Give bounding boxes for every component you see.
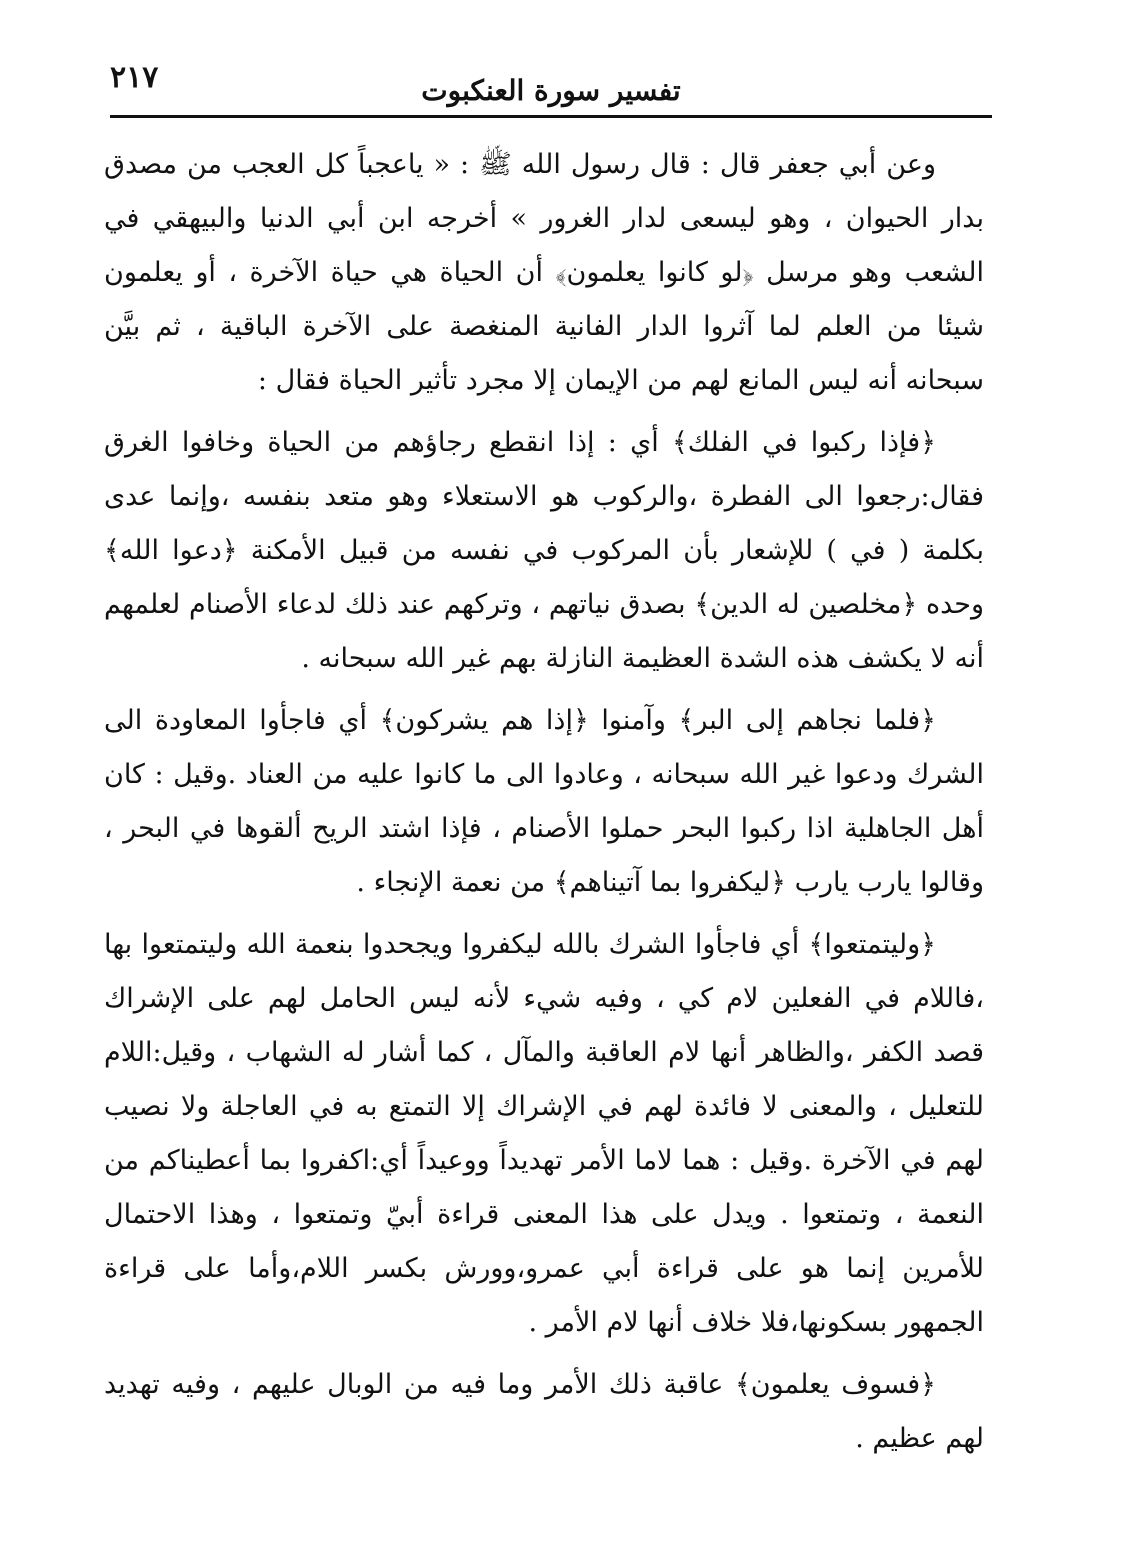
paragraph-1: وعن أبي جعفر قال : قال رسول الله ﷺ : « ياعجباً كل العجب من مصدق بدار الحيوان ، وهو ليسعى لدار الغرور » أخرجه ابن أبي الدنيا والبيهقي في الشعب وهو مرسل ﴿لو كانوا يعلمون﴾ أن الحياة هي حياة الآخرة ، أو يعلمون شيئا من العلم لما آثروا الدار الفانية المنغصة على الآخرة الباقية ، ثم بيَّن سبحانه أنه ليس المانع لهم من الإيمان إلا مجرد تأثير الحياة فقال :	[104, 149, 984, 396]
paragraph-3: ﴿فلما نجاهم إلى البر﴾ وآمنوا ﴿إذا هم يشركون﴾ أي فاجأوا المعاودة الى الشرك ودعوا غير الله سبحانه ، وعادوا الى ما كانوا عليه من العناد .وقيل : كان أهل الجاهلية اذا ركبوا البحر حملوا الأصنام ، فإذا اشتد الريح ألقوها في البحر ، وقالوا يارب يارب ﴿ليكفروا بما آتيناهم﴾ من نعمة الإنجاء .	[104, 705, 984, 898]
paragraph-2: ﴿فإذا ركبوا في الفلك﴾ أي : إذا انقطع رجاؤهم من الحياة وخافوا الغرق فقال:رجعوا الى الفطرة ،والركوب هو الاستعلاء وهو متعد بنفسه ،وإنما عدى بكلمة ( في ) للإشعار بأن المركوب في نفسه من قبيل الأمكنة ﴿دعوا الله﴾ وحده ﴿مخلصين له الدين﴾ بصدق نياتهم ، وتركهم عند ذلك لدعاء الأصنام لعلمهم أنه لا يكشف هذه الشدة العظيمة النازلة بهم غير الله سبحانه .	[104, 427, 984, 674]
paragraph-4: ﴿وليتمتعوا﴾ أي فاجأوا الشرك بالله ليكفروا ويجحدوا بنعمة الله وليتمتعوا بها ،فاللام في الفعلين لام كي ، وفيه شيء لأنه ليس الحامل لهم على الإشراك قصد الكفر ،والظاهر أنها لام العاقبة والمآل ، كما أشار له الشهاب ، وقيل:اللام للتعليل ، والمعنى لا فائدة لهم في الإشراك إلا التمتع به في العاجلة ولا نصيب لهم في الآخرة .وقيل : هما لاما الأمر تهديداً ووعيداً أي:اكفروا بما أعطيناكم من النعمة ، وتمتعوا . ويدل على هذا المعنى قراءة أبيّ وتمتعوا ، وهذا الاحتمال للأمرين إنما هو على قراءة أبي عمرو،وورش بكسر اللام،وأما على قراءة الجمهور بسكونها،فلا خلاف أنها لام الأمر .	[104, 929, 984, 1338]
page-header	[110, 48, 992, 114]
header-divider	[110, 115, 992, 118]
body-text	[104, 138, 984, 1466]
page-number: ٢١٧	[110, 60, 159, 95]
running-title: تفسير سورة العنكبوت	[421, 74, 681, 107]
paragraph-5: ﴿فسوف يعلمون﴾ عاقبة ذلك الأمر وما فيه من الوبال عليهم ، وفيه تهديد لهم عظيم .	[104, 1369, 984, 1454]
